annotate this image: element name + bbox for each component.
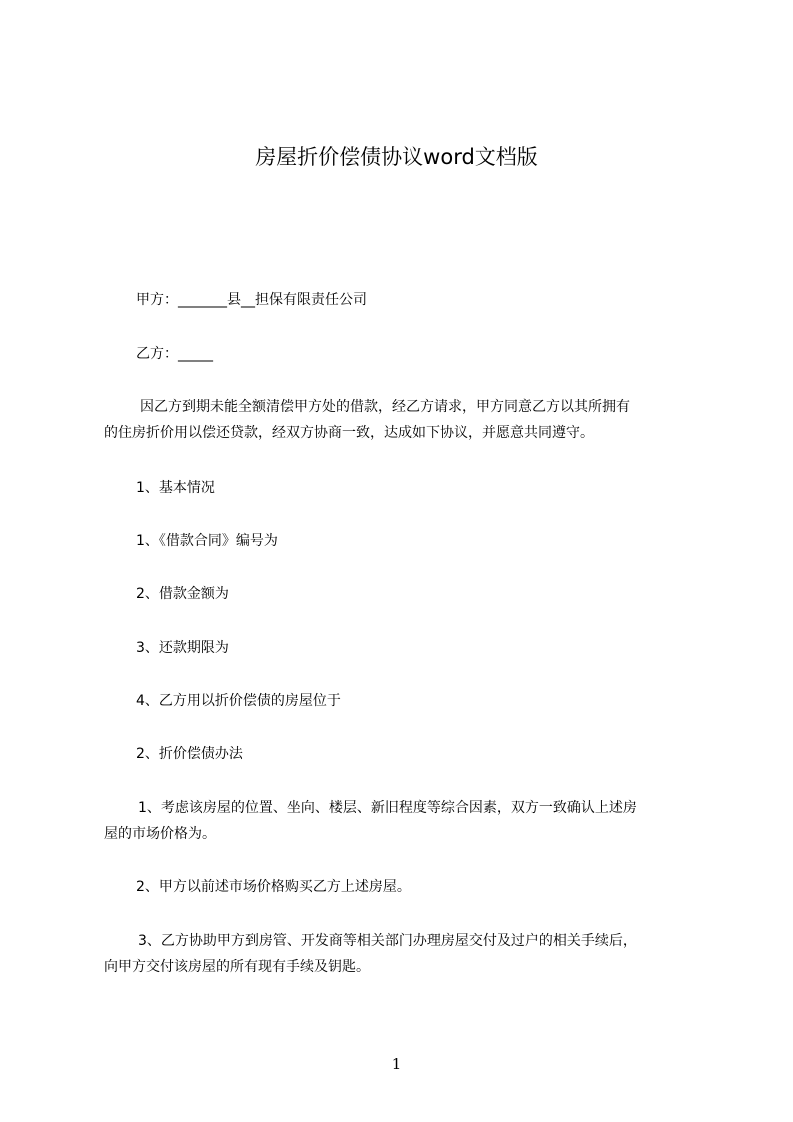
party-a-line: 甲方：_______县__担保有限责任公司 — [136, 292, 367, 308]
section2-item-3 — [104, 928, 714, 980]
preamble-line-2: 的住房折价用以偿还贷款，经双方协商一致，达成如下协议，并愿意共同遵守。 — [104, 425, 594, 441]
section1-item-2: 2、借款金额为 — [136, 586, 229, 602]
section2-heading: 2、折价偿债办法 — [136, 746, 243, 762]
section2-item-1 — [104, 795, 714, 847]
preamble-paragraph — [104, 394, 714, 446]
section2-item-3-line-1: 3、乙方协助甲方到房管、开发商等相关部门办理房屋交付及过户的相关手续后， — [138, 933, 637, 949]
document-title: 房屋折价偿债协议word文档版 — [255, 145, 538, 169]
section1-item-1: 1、《借款合同》编号为 — [136, 533, 278, 549]
section2-item-1-line-1: 1、考虑该房屋的位置、坐向、楼层、新旧程度等综合因素，双方一致确认上述房 — [138, 800, 637, 816]
section1-item-4: 4、乙方用以折价偿债的房屋位于 — [136, 693, 341, 709]
party-b-line: 乙方：_____ — [136, 346, 213, 362]
section2-item-2: 2、甲方以前述市场价格购买乙方上述房屋。 — [136, 879, 411, 895]
section2-item-1-line-2: 屋的市场价格为。 — [104, 826, 216, 842]
page-number: 1 — [391, 1055, 402, 1073]
preamble-line-1: 因乙方到期未能全额清偿甲方处的借款，经乙方请求，甲方同意乙方以其所拥有 — [140, 399, 630, 415]
section1-item-3: 3、还款期限为 — [136, 640, 229, 656]
section1-heading: 1、基本情况 — [136, 480, 215, 496]
section2-item-3-line-2: 向甲方交付该房屋的所有现有手续及钥匙。 — [104, 959, 370, 975]
